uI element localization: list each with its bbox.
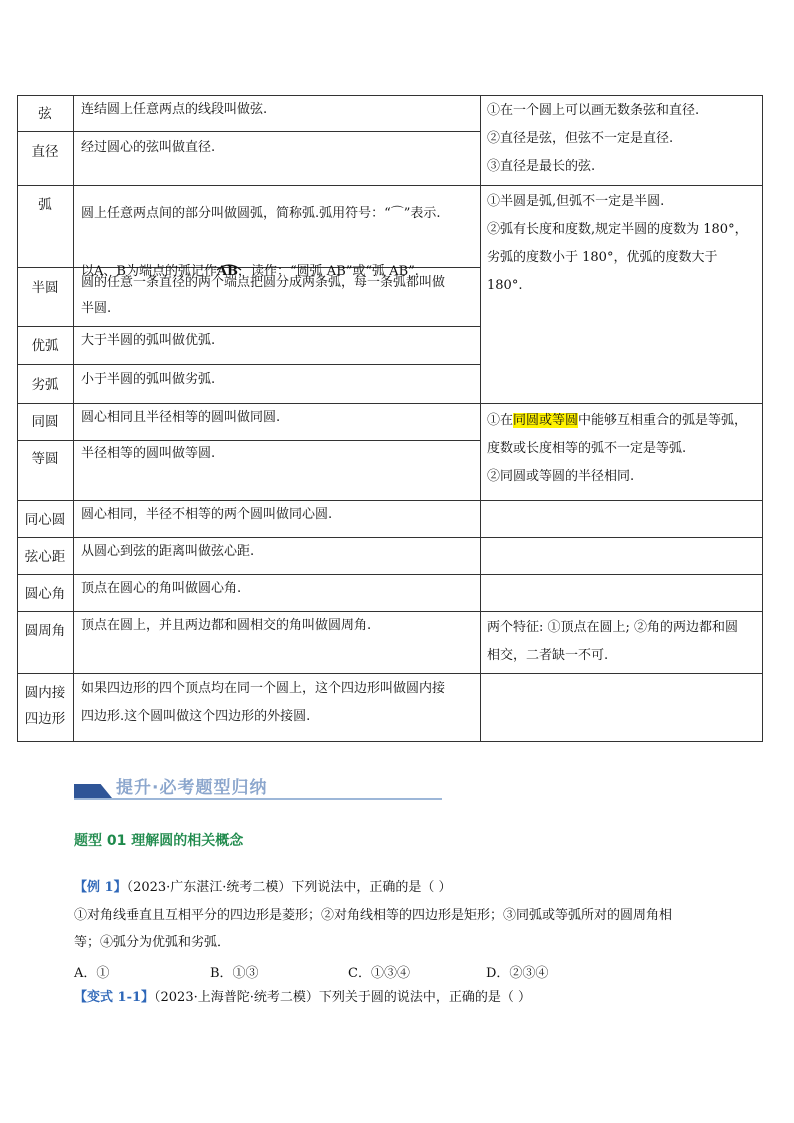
def-arc-line2-b: ，读作：“圆弧 AB”或“弧 AB”. — [238, 264, 419, 279]
term-minor-arc: 劣弧 — [31, 377, 59, 393]
term-major-arc: 优弧 — [31, 338, 59, 354]
def-chord: 连结圆上任意两点的线段叫做弦. — [81, 102, 268, 117]
def-inscribed-angle: 顶点在圆上，并且两边都和圆相交的角叫做圆周角. — [81, 618, 372, 633]
banner-accent — [74, 784, 112, 798]
note-circle — [487, 407, 747, 491]
term-inscribed-angle: 圆周角 — [24, 623, 66, 639]
note-inscribed: 两个特征: ①顶点在圆上; ②角的两边都和圆 相交，二者缺一不可. — [487, 620, 739, 663]
term-arc: 弧 — [38, 197, 52, 213]
section-title: 题型 01 理解圆的相关概念 — [74, 833, 244, 849]
note-chord: ①在一个圆上可以画无数条弦和直径. ②直径是弦，但弦不一定是直径. ③直径是最长的弦. — [487, 103, 700, 174]
def-chord-distance: 从圆心到弦的距离叫做弦心距. — [81, 544, 255, 559]
def-semicircle: 圆的任意一条直径的两个端点把圆分成两条弧，每一条弧都叫做 半圆. — [81, 275, 446, 316]
banner-underline — [74, 798, 442, 800]
example-line3: 等；④弧分为优弧和劣弧． — [74, 935, 231, 950]
banner-title: 提升·必考题型归纳 — [116, 778, 268, 798]
term-same-circle: 同圆 — [31, 414, 59, 430]
term-diameter: 直径 — [31, 144, 59, 160]
term-chord: 弦 — [38, 106, 52, 122]
def-central-angle: 顶点在圆心的角叫做圆心角. — [81, 581, 242, 596]
variant-tag: 【变式 1-1】 — [74, 990, 155, 1005]
example-tag: 【例 1】 — [74, 880, 127, 895]
term-central-angle: 圆心角 — [24, 586, 66, 602]
term-cyclic-quadrilateral: 圆内接 四边形 — [24, 685, 66, 727]
example-source: （2023·广东湛江·统考二模）下列说法中，正确的是（ ） — [126, 880, 452, 895]
term-equal-circle: 等圆 — [31, 451, 59, 467]
variant-question — [74, 984, 531, 1011]
term-chord-distance: 弦心距 — [24, 549, 66, 565]
term-semicircle: 半圆 — [31, 280, 59, 296]
def-same-circle: 圆心相同且半径相等的圆叫做同圆. — [81, 410, 281, 425]
note-circle-highlight: 同圆或等圆 — [513, 413, 579, 428]
note-arc: ①半圆是弧,但弧不一定是半圆. ②弧有长度和度数,规定半圆的度数为 180°， 劣弧的度数小于 180°，优弧的度数大于 180°. — [487, 194, 748, 293]
def-minor-arc: 小于半圆的弧叫做劣弧. — [81, 372, 216, 387]
variant-text: （2023·上海普陀·统考二模）下列关于圆的说法中，正确的是（ ） — [154, 990, 531, 1005]
option-d: D．②③④ — [486, 966, 549, 981]
note-circle-a: ①在 — [487, 413, 514, 428]
example-question — [74, 874, 452, 901]
option-b: B．①③ — [210, 966, 259, 981]
def-diameter: 经过圆心的弦叫做直径. — [81, 140, 216, 155]
option-a: A．① — [74, 966, 110, 981]
def-arc-line1: 圆上任意两点间的部分叫做圆弧，简称弧.弧用符号：“⌒”表示. — [81, 206, 441, 221]
option-c: C．①③④ — [348, 966, 410, 981]
def-concentric: 圆心相同，半径不相等的两个圆叫做同心圆. — [81, 507, 333, 522]
example-line2: ①对角线垂直且互相平分的四边形是菱形；②对角线相等的四边形是矩形；③同弧或等弧所对的圆周角相 — [74, 908, 673, 923]
arc-label-ab: AB — [217, 264, 238, 279]
note-circle-b: 中能够互相重合的弧是等弧， 度数或长度相等的弧不一定是等弧. ②同圆或等圆的半径相同. — [487, 413, 748, 484]
def-arc-line2-a: 以A、B为端点的弧记作 — [81, 264, 217, 279]
def-equal-circle: 半径相等的圆叫做等圆. — [81, 446, 216, 461]
def-major-arc: 大于半圆的弧叫做优弧. — [81, 333, 216, 348]
def-cyclic-quadrilateral: 如果四边形的四个顶点均在同一个圆上，这个四边形叫做圆内接 四边形.这个圆叫做这个四边形的外接圆. — [81, 681, 446, 724]
term-concentric: 同心圆 — [24, 512, 66, 528]
